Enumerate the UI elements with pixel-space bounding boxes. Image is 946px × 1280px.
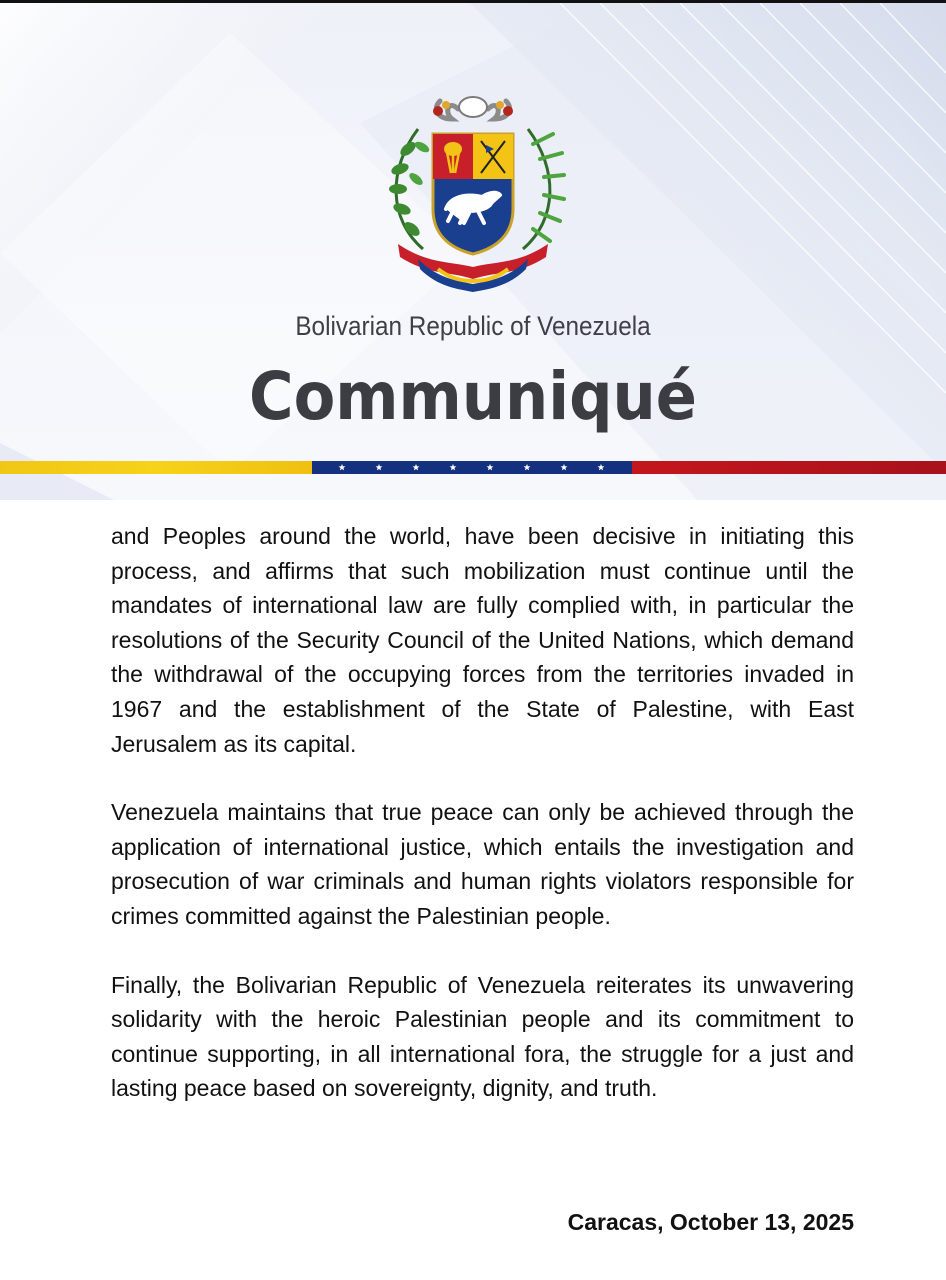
coat-of-arms-emblem — [378, 89, 568, 299]
palm-branch-right — [523, 129, 564, 249]
flag-stars — [312, 461, 632, 474]
star-icon — [450, 464, 457, 471]
star-icon — [598, 464, 605, 471]
document-title: Communiqué — [249, 358, 697, 435]
star-icon — [524, 464, 531, 471]
flag-stripe-blue — [312, 461, 632, 474]
body-paragraph-3: Finally, the Bolivarian Republic of Venezuela reiterates its unwavering solidarity with the heroic Palestinian people and its commitment to continue supporting, in all international fora, the struggle for a just and lasting peace based on sovereignty, dignity, and truth. — [111, 971, 854, 1102]
place-and-date: Caracas, October 13, 2025 — [567, 1209, 854, 1235]
cornucopia-right — [488, 101, 513, 119]
star-icon — [413, 464, 420, 471]
star-icon — [339, 464, 346, 471]
star-icon — [376, 464, 383, 471]
cornucopia-left — [433, 101, 458, 119]
shield — [433, 134, 513, 254]
star-icon — [487, 464, 494, 471]
laurel-branch-left — [389, 129, 431, 249]
body-paragraph-2: Venezuela maintains that true peace can only be achieved through the application of international justice, which entails the investigation and prosecution of war criminals and human rights violators responsible for crimes committed against the Palestinian people. — [111, 799, 854, 929]
star-icon — [561, 464, 568, 471]
communique-body — [111, 519, 854, 1140]
communique-header — [0, 0, 946, 500]
flag-stripe-yellow — [0, 461, 312, 474]
republic-name: Bolivarian Republic of Venezuela — [295, 311, 651, 341]
flag-stripe-red — [632, 461, 946, 474]
venezuelan-flag-band — [0, 461, 946, 474]
body-paragraph-1: and Peoples around the world, have been decisive in initiating this process, and affirms that such mobilization must continue until the mandates of international law are fully complied with, in particular the resolutions of the Security Council of the United Nations, which demand the withdrawal of the occupying forces from the territories invaded in 1967 and the establishment of the State of Palestine, with East Jerusalem as its capital. — [111, 523, 854, 757]
